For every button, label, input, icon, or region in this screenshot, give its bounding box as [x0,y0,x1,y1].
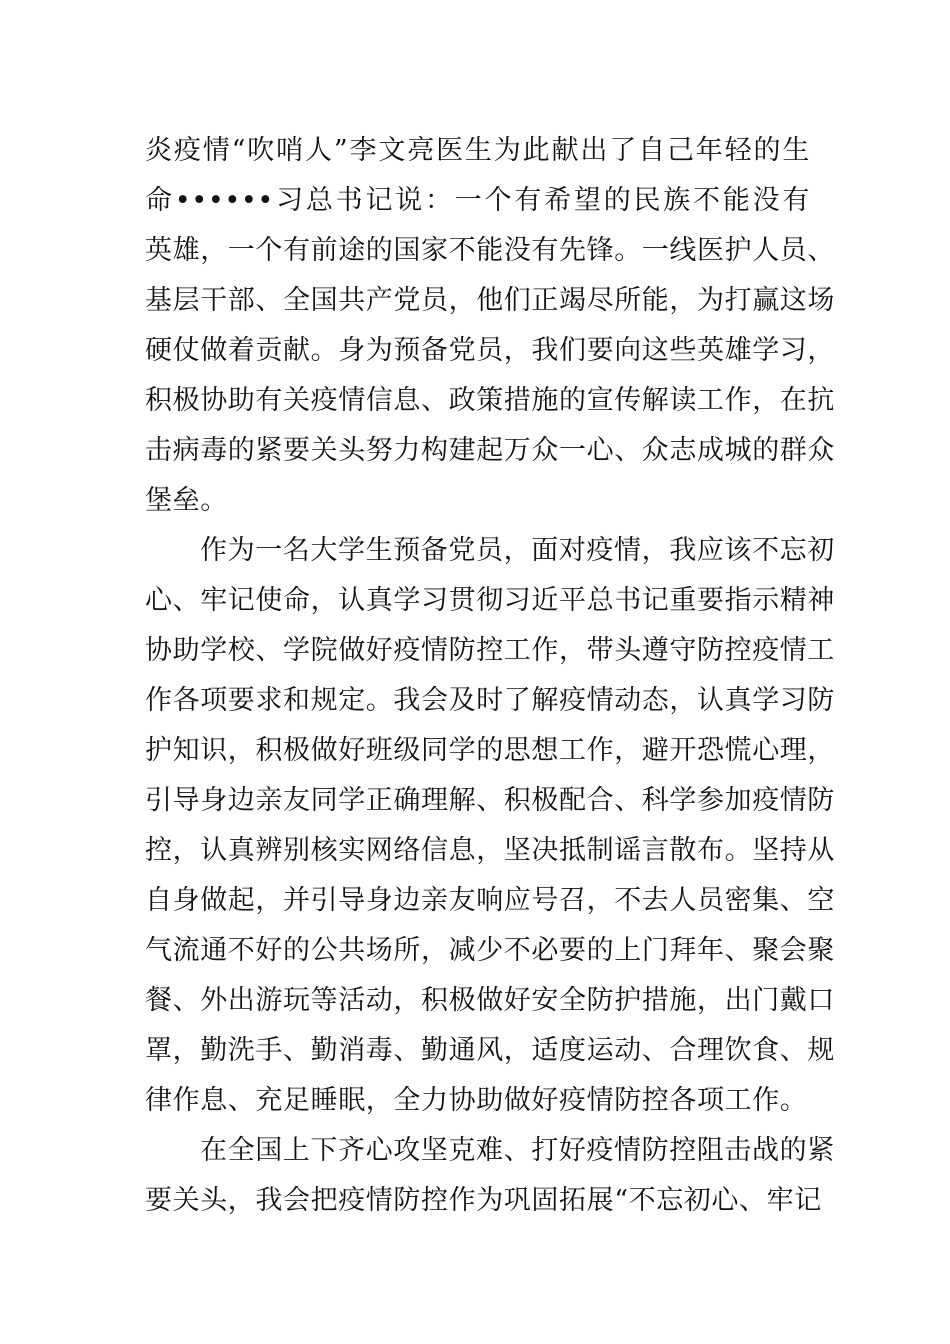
body-text-line: 心、牢记使命，认真学习贯彻习近平总书记重要指示精神 [145,585,835,616]
body-text-line: 要关头，我会把疫情防控作为巩固拓展“不忘初心、牢记 [145,1185,822,1216]
body-text-line: 英雄，一个有前途的国家不能没有先锋。一线医护人员、 [145,235,835,266]
body-text-line: 基层干部、全国共产党员，他们正竭尽所能，为打赢这场 [145,285,835,316]
body-text-line: 控，认真辨别核实网络信息，坚决抵制谣言散布。坚持从 [145,835,835,866]
body-text-line: 餐、外出游玩等活动，积极做好安全防护措施，出门戴口 [145,985,835,1016]
body-text-line: 协助学校、学院做好疫情防控工作，带头遵守防控疫情工 [145,635,835,666]
body-text-line: 自身做起，并引导身边亲友响应号召，不去人员密集、空 [145,885,835,916]
body-text-line: 炎疫情“吹哨人”李文亮医生为此献出了自己年轻的生 [145,135,810,166]
body-text-line: 命••••••习总书记说：一个有希望的民族不能没有 [145,185,810,216]
body-text-line: 击病毒的紧要关头努力构建起万众一心、众志成城的群众 [145,435,835,466]
body-text-line: 引导身边亲友同学正确理解、积极配合、科学参加疫情防 [145,785,835,816]
body-text-line: 罩，勤洗手、勤消毒、勤通风，适度运动、合理饮食、规 [145,1035,835,1066]
body-text-line: 堡垒。 [145,485,228,516]
body-text-line: 气流通不好的公共场所，减少不必要的上门拜年、聚会聚 [145,935,835,966]
paragraph-first-line: 在全国上下齐心攻坚克难、打好疫情防控阻击战的紧 [200,1135,835,1166]
body-text-line: 作各项要求和规定。我会及时了解疫情动态，认真学习防 [145,685,835,716]
body-text-line: 护知识，积极做好班级同学的思想工作，避开恐慌心理， [145,735,835,766]
body-text-line: 积极协助有关疫情信息、政策措施的宣传解读工作，在抗 [145,385,835,416]
body-text-line: 律作息、充足睡眠，全力协助做好疫情防控各项工作。 [145,1085,808,1116]
body-text-line: 硬仗做着贡献。身为预备党员，我们要向这些英雄学习， [145,335,835,366]
paragraph-first-line: 作为一名大学生预备党员，面对疫情，我应该不忘初 [200,535,835,566]
